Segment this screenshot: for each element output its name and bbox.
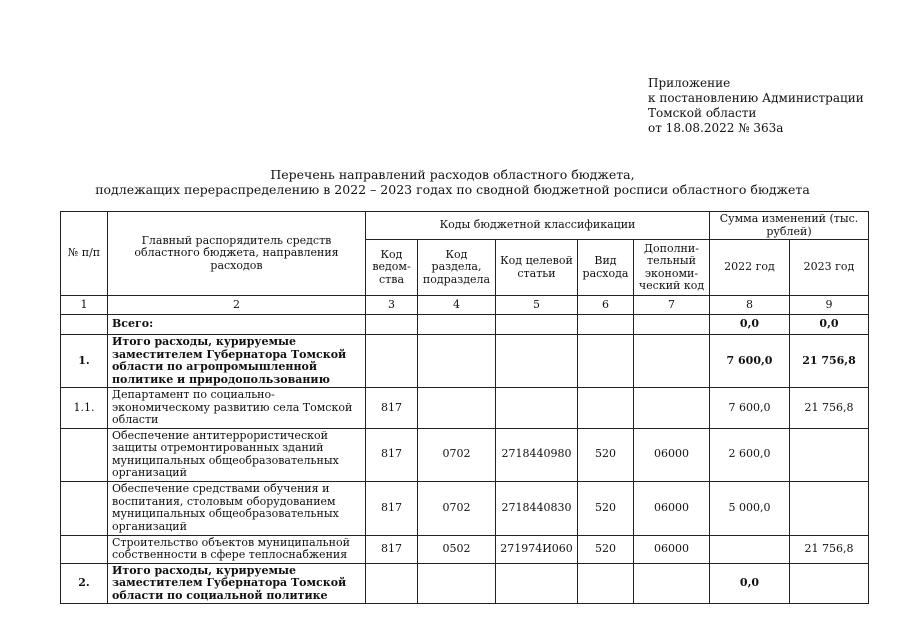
row-sum-2022: 0,0 bbox=[710, 315, 790, 335]
table-row bbox=[61, 335, 869, 388]
budget-table bbox=[60, 211, 869, 604]
row-section-code bbox=[418, 388, 496, 429]
row-section-code: 0702 bbox=[418, 481, 496, 535]
row-name: Всего: bbox=[108, 315, 366, 335]
row-name: Обеспечение антитеррористической защиты отремонтированных зданий муниципальных общеобразовательных организаций bbox=[108, 428, 366, 481]
row-target-code: 2718440830 bbox=[496, 481, 578, 535]
row-extra-code: 06000 bbox=[634, 535, 710, 563]
row-section-code bbox=[418, 335, 496, 388]
row-sum-2022: 5 000,0 bbox=[710, 481, 790, 535]
row-dept-code: 817 bbox=[366, 428, 418, 481]
header-codes: Коды бюджетной классификации bbox=[366, 212, 710, 240]
column-number: 3 bbox=[366, 296, 418, 315]
row-dept-code bbox=[366, 563, 418, 604]
row-target-code: 271974И060 bbox=[496, 535, 578, 563]
row-sum-2022: 0,0 bbox=[710, 563, 790, 604]
row-expense-kind bbox=[578, 563, 634, 604]
header-dept: Код ведом-ства bbox=[366, 240, 418, 296]
row-sum-2023 bbox=[790, 481, 869, 535]
column-number: 1 bbox=[61, 296, 108, 315]
row-number: 1.1. bbox=[61, 388, 108, 429]
row-extra-code: 06000 bbox=[634, 428, 710, 481]
row-sum-2022: 7 600,0 bbox=[710, 388, 790, 429]
row-name: Итого расходы, курируемые заместителем Губернатора Томской области по социальной политике bbox=[108, 563, 366, 604]
row-extra-code bbox=[634, 315, 710, 335]
header-2022: 2022 год bbox=[710, 240, 790, 296]
row-expense-kind: 520 bbox=[578, 481, 634, 535]
row-sum-2022: 2 600,0 bbox=[710, 428, 790, 481]
row-name: Департамент по социально-экономическому развитию села Томской области bbox=[108, 388, 366, 429]
row-target-code bbox=[496, 335, 578, 388]
row-target-code bbox=[496, 315, 578, 335]
row-name: Итого расходы, курируемые заместителем Губернатора Томской области по агропромышленной политике и природопользованию bbox=[108, 335, 366, 388]
row-section-code: 0702 bbox=[418, 428, 496, 481]
row-expense-kind bbox=[578, 315, 634, 335]
column-number: 2 bbox=[108, 296, 366, 315]
column-number: 4 bbox=[418, 296, 496, 315]
header-extra: Дополни-тельный экономи-ческий код bbox=[634, 240, 710, 296]
header-2023: 2023 год bbox=[790, 240, 869, 296]
header-sum: Сумма изменений (тыс. рублей) bbox=[710, 212, 869, 240]
row-target-code: 2718440980 bbox=[496, 428, 578, 481]
row-sum-2023 bbox=[790, 563, 869, 604]
header-num: № п/п bbox=[61, 212, 108, 296]
row-target-code bbox=[496, 388, 578, 429]
header-kind: Вид расхода bbox=[578, 240, 634, 296]
row-dept-code: 817 bbox=[366, 535, 418, 563]
row-number: 2. bbox=[61, 563, 108, 604]
row-sum-2023 bbox=[790, 428, 869, 481]
column-number: 5 bbox=[496, 296, 578, 315]
title-line-1: Перечень направлений расходов областного бюджета, bbox=[270, 167, 635, 182]
row-number bbox=[61, 535, 108, 563]
header-section: Код раздела, подраздела bbox=[418, 240, 496, 296]
row-sum-2023: 21 756,8 bbox=[790, 335, 869, 388]
table-row bbox=[61, 315, 869, 335]
row-sum-2022 bbox=[710, 535, 790, 563]
table-row bbox=[61, 535, 869, 563]
table-row bbox=[61, 428, 869, 481]
row-dept-code: 817 bbox=[366, 481, 418, 535]
row-number bbox=[61, 428, 108, 481]
column-number: 7 bbox=[634, 296, 710, 315]
row-dept-code bbox=[366, 315, 418, 335]
appendix-region-line: Томской области bbox=[648, 106, 757, 120]
row-extra-code bbox=[634, 388, 710, 429]
row-sum-2023: 21 756,8 bbox=[790, 535, 869, 563]
row-expense-kind bbox=[578, 335, 634, 388]
column-number: 9 bbox=[790, 296, 869, 315]
appendix-label: Приложение bbox=[648, 76, 731, 90]
row-extra-code: 06000 bbox=[634, 481, 710, 535]
row-sum-2022: 7 600,0 bbox=[710, 335, 790, 388]
row-sum-2023: 0,0 bbox=[790, 315, 869, 335]
table-row bbox=[61, 388, 869, 429]
header-name: Главный распорядитель средств областного бюджета, направления расходов bbox=[108, 212, 366, 296]
row-expense-kind: 520 bbox=[578, 428, 634, 481]
table-row bbox=[61, 563, 869, 604]
row-sum-2023: 21 756,8 bbox=[790, 388, 869, 429]
column-number-row bbox=[61, 296, 869, 315]
row-expense-kind bbox=[578, 388, 634, 429]
row-expense-kind: 520 bbox=[578, 535, 634, 563]
title-line-2: подлежащих перераспределению в 2022 – 2023 годах по сводной бюджетной росписи областного бюджета bbox=[95, 182, 810, 197]
row-name: Строительство объектов муниципальной собственности в сфере теплоснабжения bbox=[108, 535, 366, 563]
row-section-code bbox=[418, 563, 496, 604]
row-name: Обеспечение средствами обучения и воспитания, столовым оборудованием муниципальных общеобразовательных организаций bbox=[108, 481, 366, 535]
row-dept-code bbox=[366, 335, 418, 388]
row-extra-code bbox=[634, 335, 710, 388]
header-row-1 bbox=[61, 212, 869, 240]
appendix-decree-line: к постановлению Администрации bbox=[648, 91, 864, 105]
column-number: 8 bbox=[710, 296, 790, 315]
header-target: Код целевой статьи bbox=[496, 240, 578, 296]
row-section-code: 0502 bbox=[418, 535, 496, 563]
row-section-code bbox=[418, 315, 496, 335]
row-target-code bbox=[496, 563, 578, 604]
row-number: 1. bbox=[61, 335, 108, 388]
column-number: 6 bbox=[578, 296, 634, 315]
row-extra-code bbox=[634, 563, 710, 604]
document-title bbox=[0, 167, 905, 197]
appendix-block bbox=[648, 76, 864, 136]
table-row bbox=[61, 481, 869, 535]
row-dept-code: 817 bbox=[366, 388, 418, 429]
row-number bbox=[61, 481, 108, 535]
appendix-date-line: от 18.08.2022 № 363а bbox=[648, 121, 784, 135]
row-number bbox=[61, 315, 108, 335]
